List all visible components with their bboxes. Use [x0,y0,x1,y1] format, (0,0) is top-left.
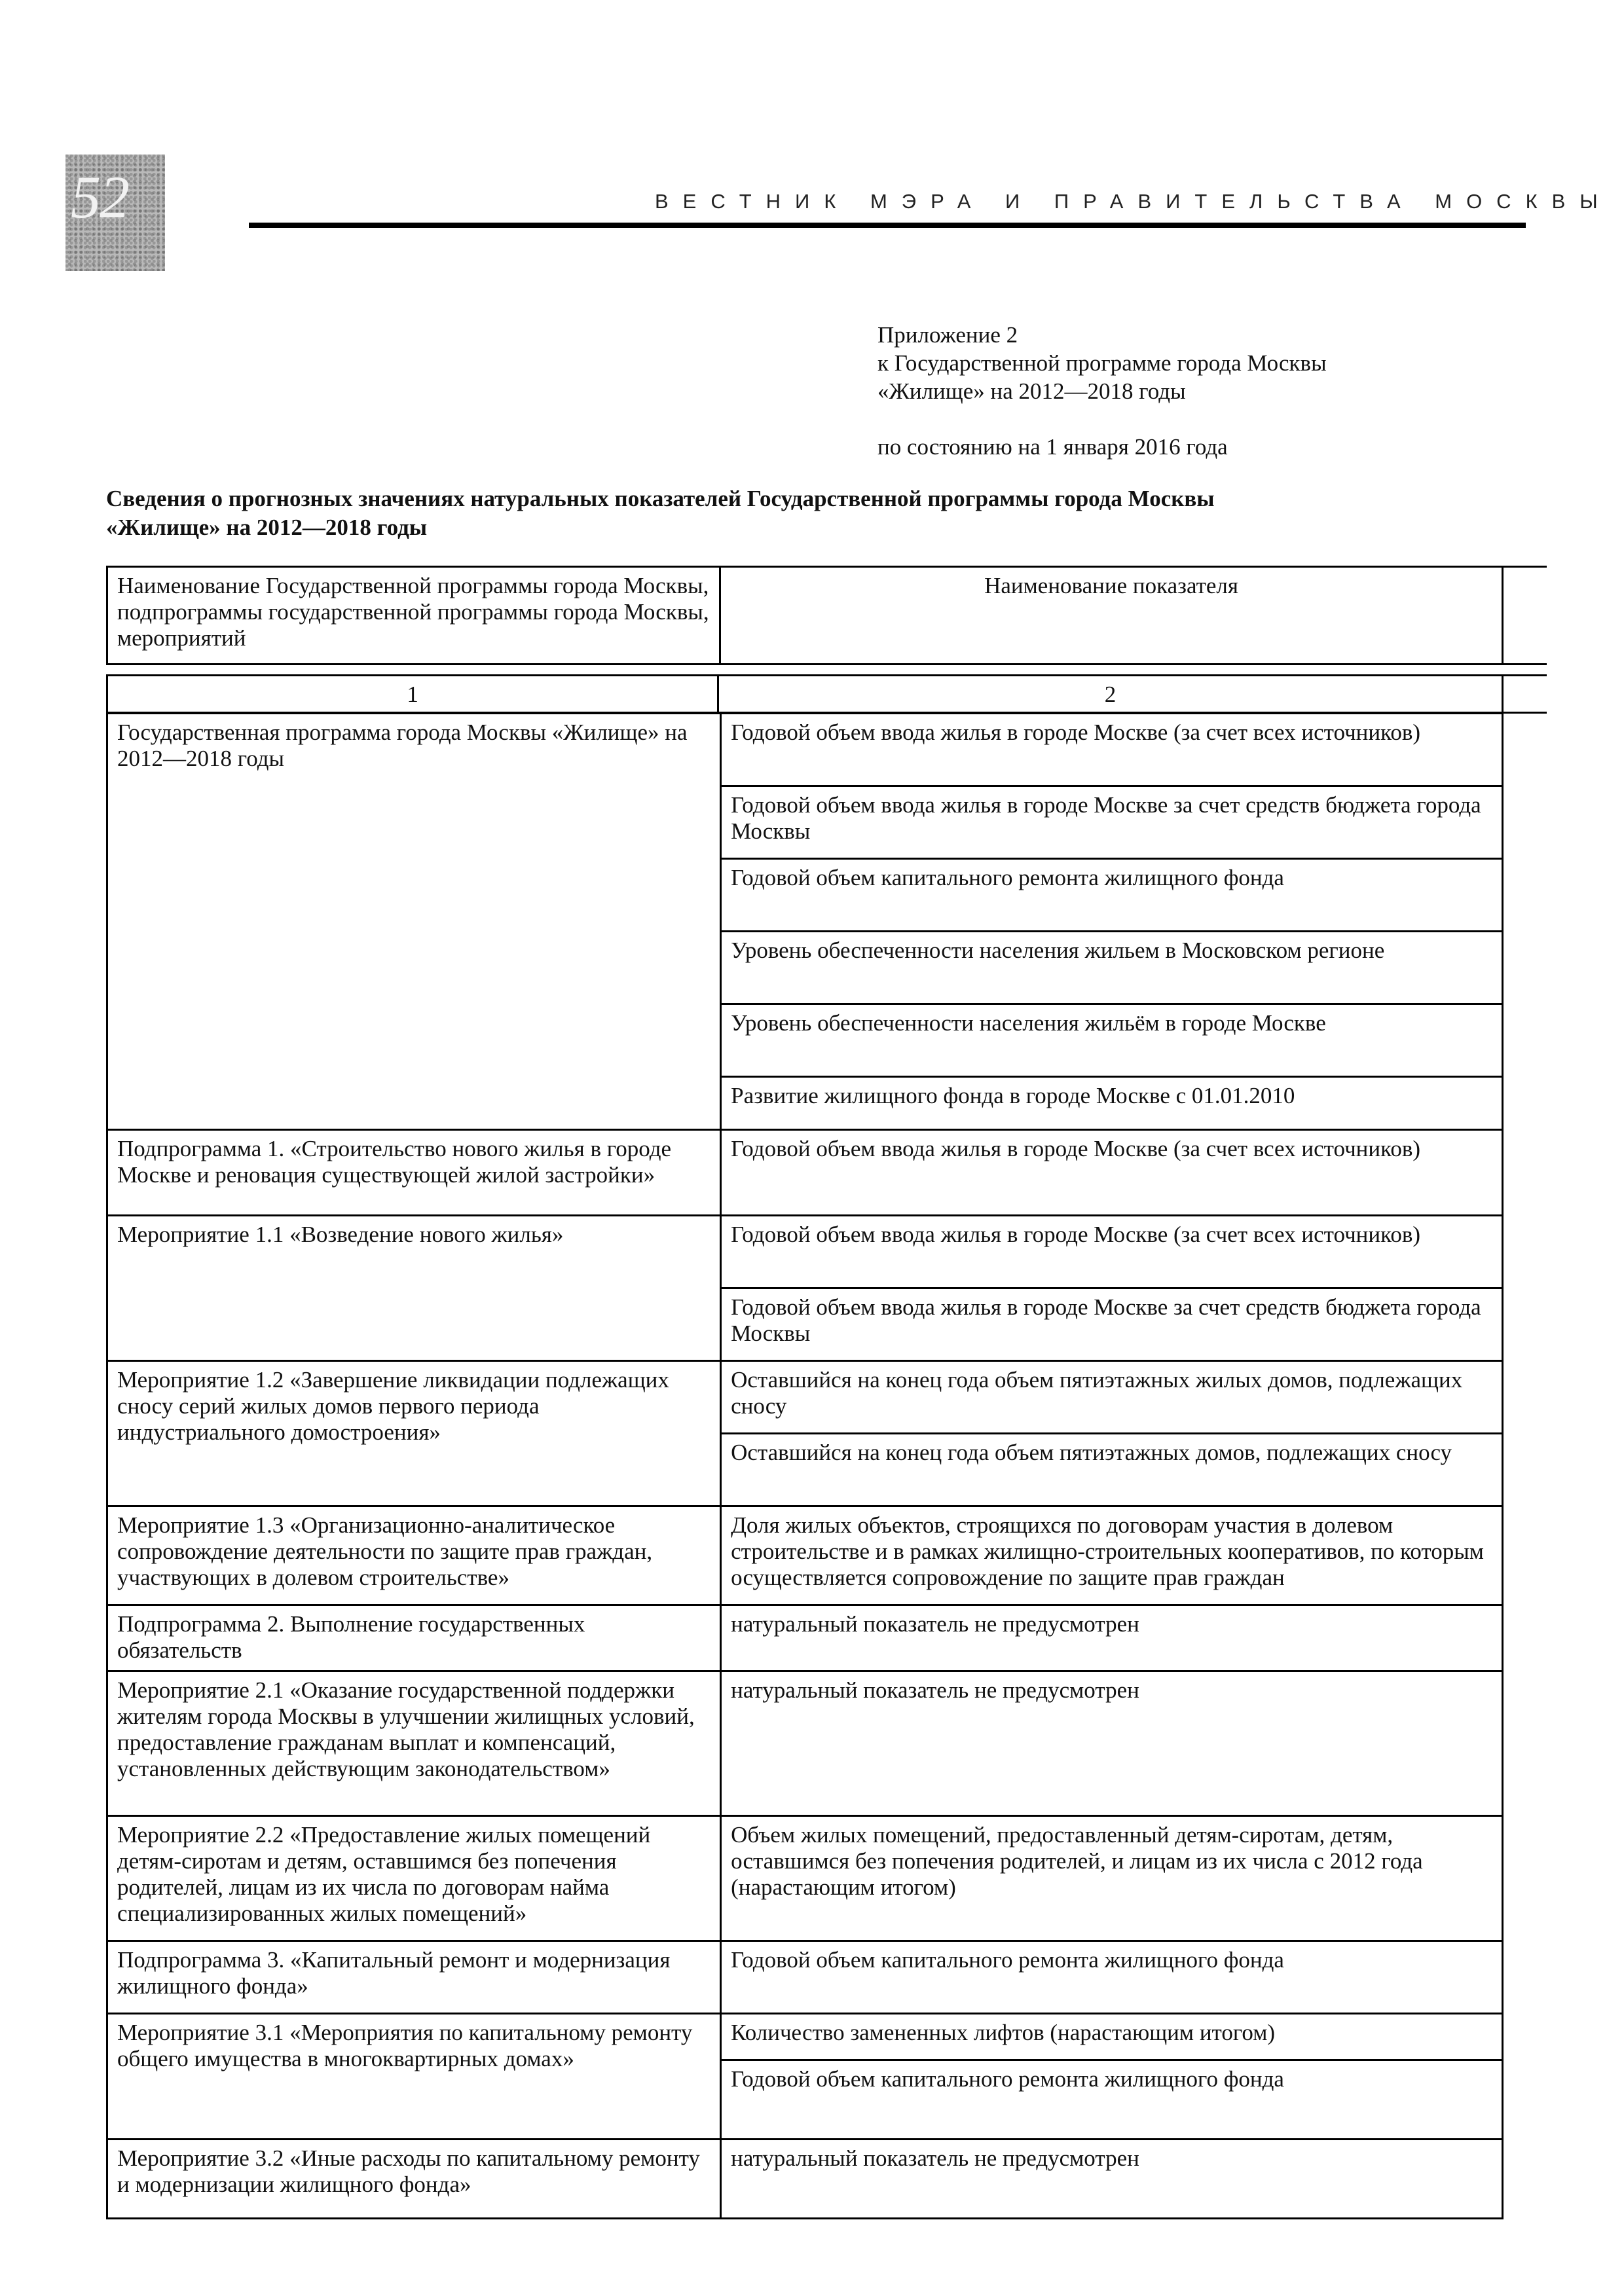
document-title [106,484,1215,542]
cut-off-cell [1503,1004,1547,1077]
table-row [107,714,1547,786]
document-title-line-1: Сведения о прогнозных значениях натуральных показателей Государственной программы города Москвы [106,486,1215,511]
cut-off-cell [1503,1506,1547,1605]
cut-off-cell [1503,1605,1547,1671]
appendix-line-1: Приложение 2 [877,322,1018,348]
indicator-cell: Годовой объем ввода жилья в городе Москве за счет средств бюджета города Москвы [721,786,1503,859]
cut-off-cell [1503,1130,1547,1216]
cut-off-cell [1503,859,1547,932]
header-col-program: Наименование Государственной программы города Москвы, подпрограммы государственной программы города Москвы, мероприятий [107,567,720,665]
appendix-line-3: «Жилище» на 2012—2018 годы [877,378,1186,404]
cut-off-cell [1503,1434,1547,1506]
cut-off-cell [1503,1216,1547,1288]
indicator-cell: Годовой объем ввода жилья в городе Москве (за счет всех источников) [721,1130,1503,1216]
program-name-cell: Подпрограмма 3. «Капитальный ремонт и модернизация жилищного фонда» [107,1941,721,2014]
table-row [107,1941,1547,2014]
program-name-cell: Мероприятие 3.1 «Мероприятия по капитальному ремонту общего имущества в многоквартирных домах» [107,2014,721,2140]
indicator-cell: натуральный показатель не предусмотрен [721,2140,1503,2219]
table-column-numbers [106,674,1547,714]
table-row [107,2140,1547,2219]
column-number-1: 1 [107,676,718,713]
cut-off-cell [1503,714,1547,786]
indicator-cell: Уровень обеспеченности населения жильем в Московском регионе [721,932,1503,1004]
cut-off-cell [1503,1361,1547,1434]
program-name-cell: Подпрограмма 1. «Строительство нового жилья в городе Москве и реновация существующей жилой застройки» [107,1130,721,1216]
indicator-cell: Годовой объем ввода жилья в городе Москве (за счет всех источников) [721,714,1503,786]
indicator-cell: Количество замененных лифтов (нарастающим итогом) [721,2014,1503,2060]
program-name-cell: Мероприятие 2.2 «Предоставление жилых помещений детям-сиротам и детям, оставшимся без попечения родителей, лицам из их числа по договорам найма специализированных жилых помещений» [107,1816,721,1941]
indicator-cell: Годовой объем капитального ремонта жилищного фонда [721,2060,1503,2140]
cut-off-cell [1503,1288,1547,1361]
indicators-table-body [107,714,1547,2219]
cut-off-cell [1503,786,1547,859]
table-row [107,2014,1547,2060]
table-row [107,1671,1547,1816]
page-number-badge [65,155,165,271]
cut-off-cell [1503,2140,1547,2219]
appendix-line-2: к Государственной программе города Москвы [877,350,1327,376]
indicator-cell: натуральный показатель не предусмотрен [721,1671,1503,1816]
indicators-table [106,712,1547,2219]
page-number: 52 [71,164,128,230]
program-name-cell: Мероприятие 2.1 «Оказание государственной поддержки жителям города Москвы в улучшении жилищных условий, предоставление гражданам выплат и компенсаций, установленных действующим законодательством» [107,1671,721,1816]
document-title-line-2: «Жилище» на 2012—2018 годы [106,515,428,540]
header-rule [249,223,1526,228]
indicator-cell: Уровень обеспеченности населения жильём в городе Москве [721,1004,1503,1077]
cut-off-cell [1503,1671,1547,1816]
table-row [107,1506,1547,1605]
indicator-cell: натуральный показатель не предусмотрен [721,1605,1503,1671]
column-number-2: 2 [718,676,1502,713]
cut-off-cell [1503,932,1547,1004]
header-col-cut [1503,567,1547,665]
appendix-status-date: по состоянию на 1 января 2016 года [877,434,1228,460]
appendix-note [877,321,1327,461]
table-header [106,566,1547,665]
header-col-indicator: Наименование показателя [720,567,1502,665]
indicator-cell: Оставшийся на конец года объем пятиэтажных жилых домов, подлежащих сносу [721,1361,1503,1434]
indicator-cell: Годовой объем капитального ремонта жилищного фонда [721,859,1503,932]
table-row [107,1605,1547,1671]
indicator-cell: Оставшийся на конец года объем пятиэтажных домов, подлежащих сносу [721,1434,1503,1506]
cut-off-cell [1503,2014,1547,2060]
program-name-cell: Подпрограмма 2. Выполнение государственных обязательств [107,1605,721,1671]
indicator-cell: Доля жилых объектов, строящихся по договорам участия в долевом строительстве и в рамках жилищно-строительных кооперативов, по которым осуществляется сопровождение по защите прав граждан [721,1506,1503,1605]
indicator-cell: Объем жилых помещений, предоставленный детям-сиротам, детям, оставшимся без попечения родителей, и лицам из их числа с 2012 года (нарастающим итогом) [721,1816,1503,1941]
cut-off-cell [1503,2060,1547,2140]
cut-off-cell [1503,1941,1547,2014]
table-row [107,1816,1547,1941]
table-row [107,1130,1547,1216]
column-number-cut [1502,676,1547,713]
indicator-cell: Годовой объем ввода жилья в городе Москве (за счет всех источников) [721,1216,1503,1288]
journal-title: ВЕСТНИК МЭРА И ПРАВИТЕЛЬСТВА МОСКВЫ [655,190,1612,213]
program-name-cell: Государственная программа города Москвы «Жилище» на 2012—2018 годы [107,714,721,1130]
indicator-cell: Годовой объем капитального ремонта жилищного фонда [721,1941,1503,2014]
program-name-cell: Мероприятие 1.3 «Организационно-аналитическое сопровождение деятельности по защите прав граждан, участвующих в долевом строительстве» [107,1506,721,1605]
cut-off-cell [1503,1816,1547,1941]
cut-off-cell [1503,1077,1547,1130]
table-row [107,1361,1547,1434]
indicator-cell: Годовой объем ввода жилья в городе Москве за счет средств бюджета города Москвы [721,1288,1503,1361]
program-name-cell: Мероприятие 1.2 «Завершение ликвидации подлежащих сносу серий жилых домов первого периода индустриального домостроения» [107,1361,721,1506]
program-name-cell: Мероприятие 1.1 «Возведение нового жилья» [107,1216,721,1361]
table-row [107,1216,1547,1288]
indicator-cell: Развитие жилищного фонда в городе Москве с 01.01.2010 [721,1077,1503,1130]
program-name-cell: Мероприятие 3.2 «Иные расходы по капитальному ремонту и модернизации жилищного фонда» [107,2140,721,2219]
